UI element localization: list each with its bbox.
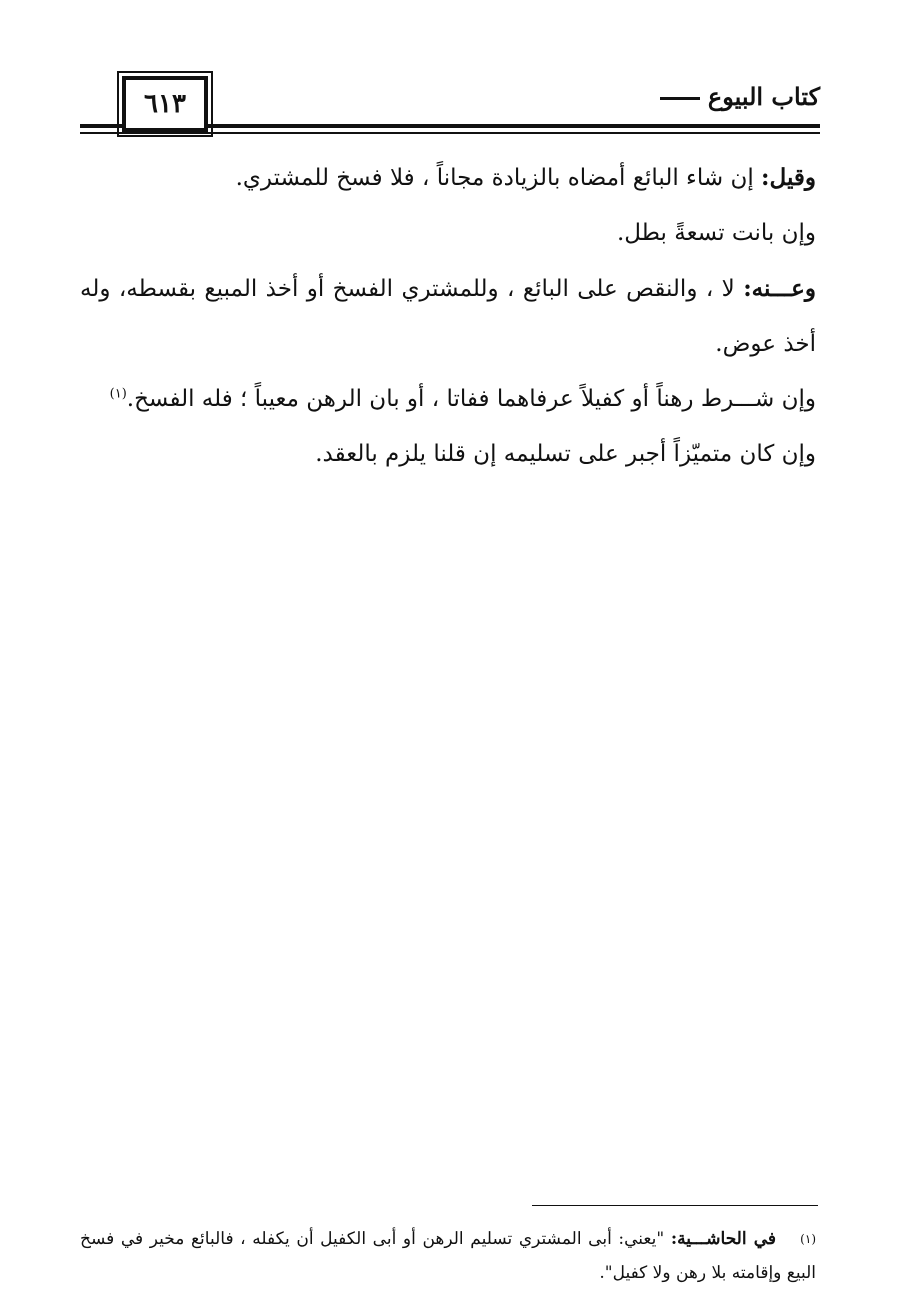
running-title-text: كتاب البيوع bbox=[707, 82, 820, 111]
paragraph bbox=[80, 150, 816, 206]
footnote-separator bbox=[532, 1205, 818, 1206]
paragraph-text: وإن كان متميّزاً أجبر على تسليمه إن قلنا يلزم بالعقد. bbox=[315, 441, 816, 467]
footnote-reference[interactable]: (١) bbox=[109, 386, 127, 402]
paragraph-lead: وعـــنه: bbox=[743, 275, 816, 302]
footnote-number: (١) bbox=[800, 1232, 816, 1246]
footnote-label: في الحاشـــية: bbox=[670, 1229, 776, 1249]
page-number: ٦١٣ bbox=[122, 76, 208, 132]
footnote bbox=[80, 1222, 816, 1290]
paragraph bbox=[80, 372, 816, 427]
running-title-dash bbox=[660, 97, 700, 100]
page-header bbox=[80, 72, 820, 134]
main-text bbox=[80, 150, 816, 482]
paragraph bbox=[80, 427, 816, 482]
paragraph-text: وإن بانت تسعةً بطل. bbox=[616, 220, 816, 246]
running-title bbox=[646, 82, 820, 111]
paragraph-text: وإن شـــرط رهناً أو كفيلاً عرفاهما ففاتا ، أو بان الرهن معيباً ؛ فله الفسخ. bbox=[126, 386, 816, 412]
paragraph bbox=[80, 261, 816, 372]
paragraph-text: لا ، والنقص على البائع ، وللمشتري الفسخ أو أخذ المبيع بقسطه، وله أخذ عوض. bbox=[80, 276, 816, 357]
footnote-text: "يعني: أبى المشتري تسليم الرهن أو أبى الكفيل أن يكفله ، فالبائع مخير في فسخ البيع وإقامته بلا رهن ولا كفيل". bbox=[80, 1229, 816, 1283]
paragraph-lead: وقيل: bbox=[761, 164, 816, 191]
paragraph-text: إن شاء البائع أمضاه بالزيادة مجاناً ، فلا فسخ للمشتري. bbox=[235, 165, 762, 191]
header-rule-thin bbox=[80, 132, 820, 134]
paragraph bbox=[80, 206, 816, 261]
